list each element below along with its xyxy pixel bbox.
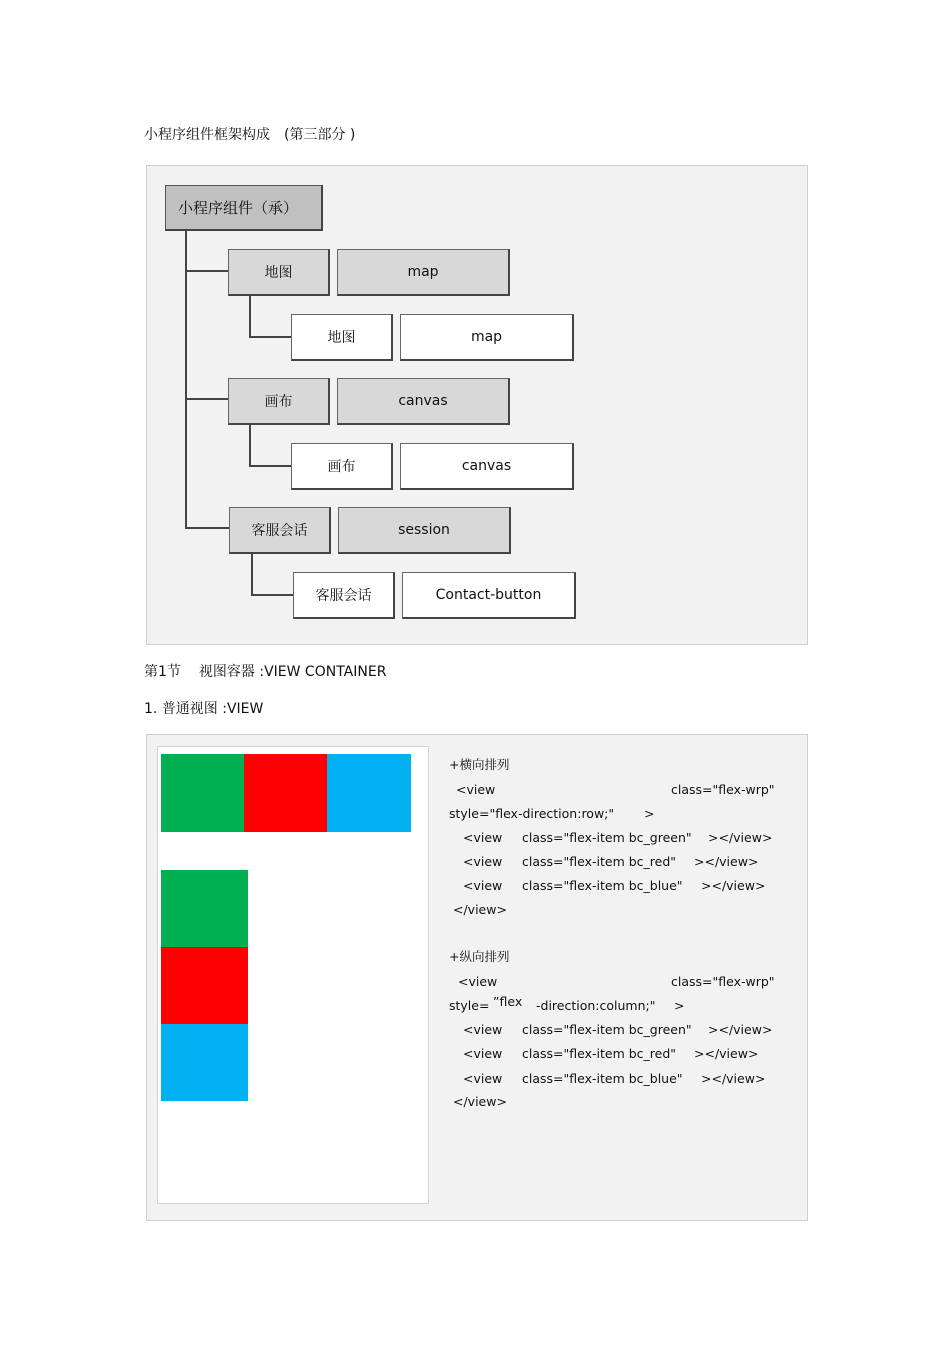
group-box-map xyxy=(228,249,330,296)
subheading: 1. 普通视图 :VIEW xyxy=(144,701,264,717)
sub-label: 画布 xyxy=(327,459,356,475)
sub-connector xyxy=(249,296,251,338)
group-value-map xyxy=(337,249,510,296)
diagram-root-box xyxy=(165,185,323,231)
code-row-open-tag: <view xyxy=(456,782,496,797)
code-column-item-tag: <view xyxy=(463,1071,503,1086)
code-column-item-tag: <view xyxy=(463,1022,503,1037)
code-row-item-tag: <view xyxy=(463,854,503,869)
page-title: 小程序组件框架构成 (第三部分 ) xyxy=(144,127,356,143)
sub-connector xyxy=(251,594,295,596)
code-column-item-end: ></view> xyxy=(701,1071,766,1086)
branch-line xyxy=(185,527,230,529)
code-row-close: </view> xyxy=(453,902,507,917)
sub-connector xyxy=(249,425,251,467)
sub-connector xyxy=(251,554,253,596)
code-column-open-tag: <view xyxy=(458,974,498,989)
group-value: session xyxy=(398,522,450,538)
code-column-close: </view> xyxy=(453,1094,507,1109)
code-column-item-class: class="flex-item bc_green" xyxy=(522,1022,692,1037)
code-row-item-end: ></view> xyxy=(701,878,766,893)
code-row-item-class: class="flex-item bc_green" xyxy=(522,830,692,845)
section-heading xyxy=(144,663,386,681)
code-column-item-end: ></view> xyxy=(694,1046,759,1061)
branch-line xyxy=(185,270,229,272)
branch-line xyxy=(185,398,229,400)
code-column-item-class: class="flex-item bc_blue" xyxy=(522,1071,683,1086)
group-value-session xyxy=(338,507,511,554)
group-label: 画布 xyxy=(264,394,293,410)
column-item-red xyxy=(161,947,248,1024)
code-column-style-close: > xyxy=(674,998,685,1013)
group-value-canvas xyxy=(337,378,510,425)
row-item-green xyxy=(161,754,244,832)
column-item-blue xyxy=(161,1024,248,1101)
sub-connector xyxy=(249,336,293,338)
group-value: canvas xyxy=(398,393,448,409)
group-label: 客服会话 xyxy=(251,523,308,539)
code-column-item-class: class="flex-item bc_red" xyxy=(522,1046,677,1061)
code-column-open-class: class="flex-wrp" xyxy=(671,974,775,989)
trunk-line xyxy=(185,231,187,529)
demo-panel xyxy=(146,734,808,1221)
code-row-style: style="flex-direction:row;" xyxy=(449,806,615,821)
code-row-title: +横向排列 xyxy=(449,757,510,772)
sub-box-session xyxy=(293,572,395,619)
code-column-style-b: ”flex xyxy=(493,994,523,1009)
code-column-style-a: style= xyxy=(449,998,490,1013)
sub-connector xyxy=(249,465,293,467)
sub-box-map xyxy=(291,314,393,361)
group-label: 地图 xyxy=(264,265,293,281)
sub-label: 地图 xyxy=(327,330,356,346)
section-number: 第1节 xyxy=(144,664,181,680)
code-row-item-end: ></view> xyxy=(694,854,759,869)
sub-value-canvas xyxy=(400,443,574,490)
code-column-item-end: ></view> xyxy=(708,1022,773,1037)
code-row-open-class: class="flex-wrp" xyxy=(671,782,775,797)
sub-value-session xyxy=(402,572,576,619)
code-row-item-end: ></view> xyxy=(708,830,773,845)
preview-frame xyxy=(157,746,429,1204)
code-row-item-tag: <view xyxy=(463,878,503,893)
diagram-root-label: 小程序组件（承） xyxy=(178,199,299,217)
group-box-canvas xyxy=(228,378,330,425)
code-column-style-c: -direction:column;" xyxy=(536,998,656,1013)
code-column-title: +纵向排列 xyxy=(449,949,510,964)
sub-value: canvas xyxy=(461,458,512,474)
code-row-item-class: class="flex-item bc_red" xyxy=(522,854,677,869)
sub-value: map xyxy=(470,329,503,345)
sub-value-map xyxy=(400,314,574,361)
column-item-green xyxy=(161,870,248,947)
group-value: map xyxy=(407,264,439,280)
code-row-style-close: > xyxy=(644,806,655,821)
group-box-session xyxy=(229,507,331,554)
diagram-panel xyxy=(146,165,808,645)
sub-label: 客服会话 xyxy=(315,588,372,604)
row-item-red xyxy=(244,754,327,832)
code-column-item-tag: <view xyxy=(463,1046,503,1061)
sub-value: Contact-button xyxy=(435,587,542,603)
code-row-item-class: class="flex-item bc_blue" xyxy=(522,878,683,893)
code-row-item-tag: <view xyxy=(463,830,503,845)
row-item-blue xyxy=(327,754,411,832)
section-title: 视图容器 :VIEW CONTAINER xyxy=(198,664,387,680)
sub-box-canvas xyxy=(291,443,393,490)
